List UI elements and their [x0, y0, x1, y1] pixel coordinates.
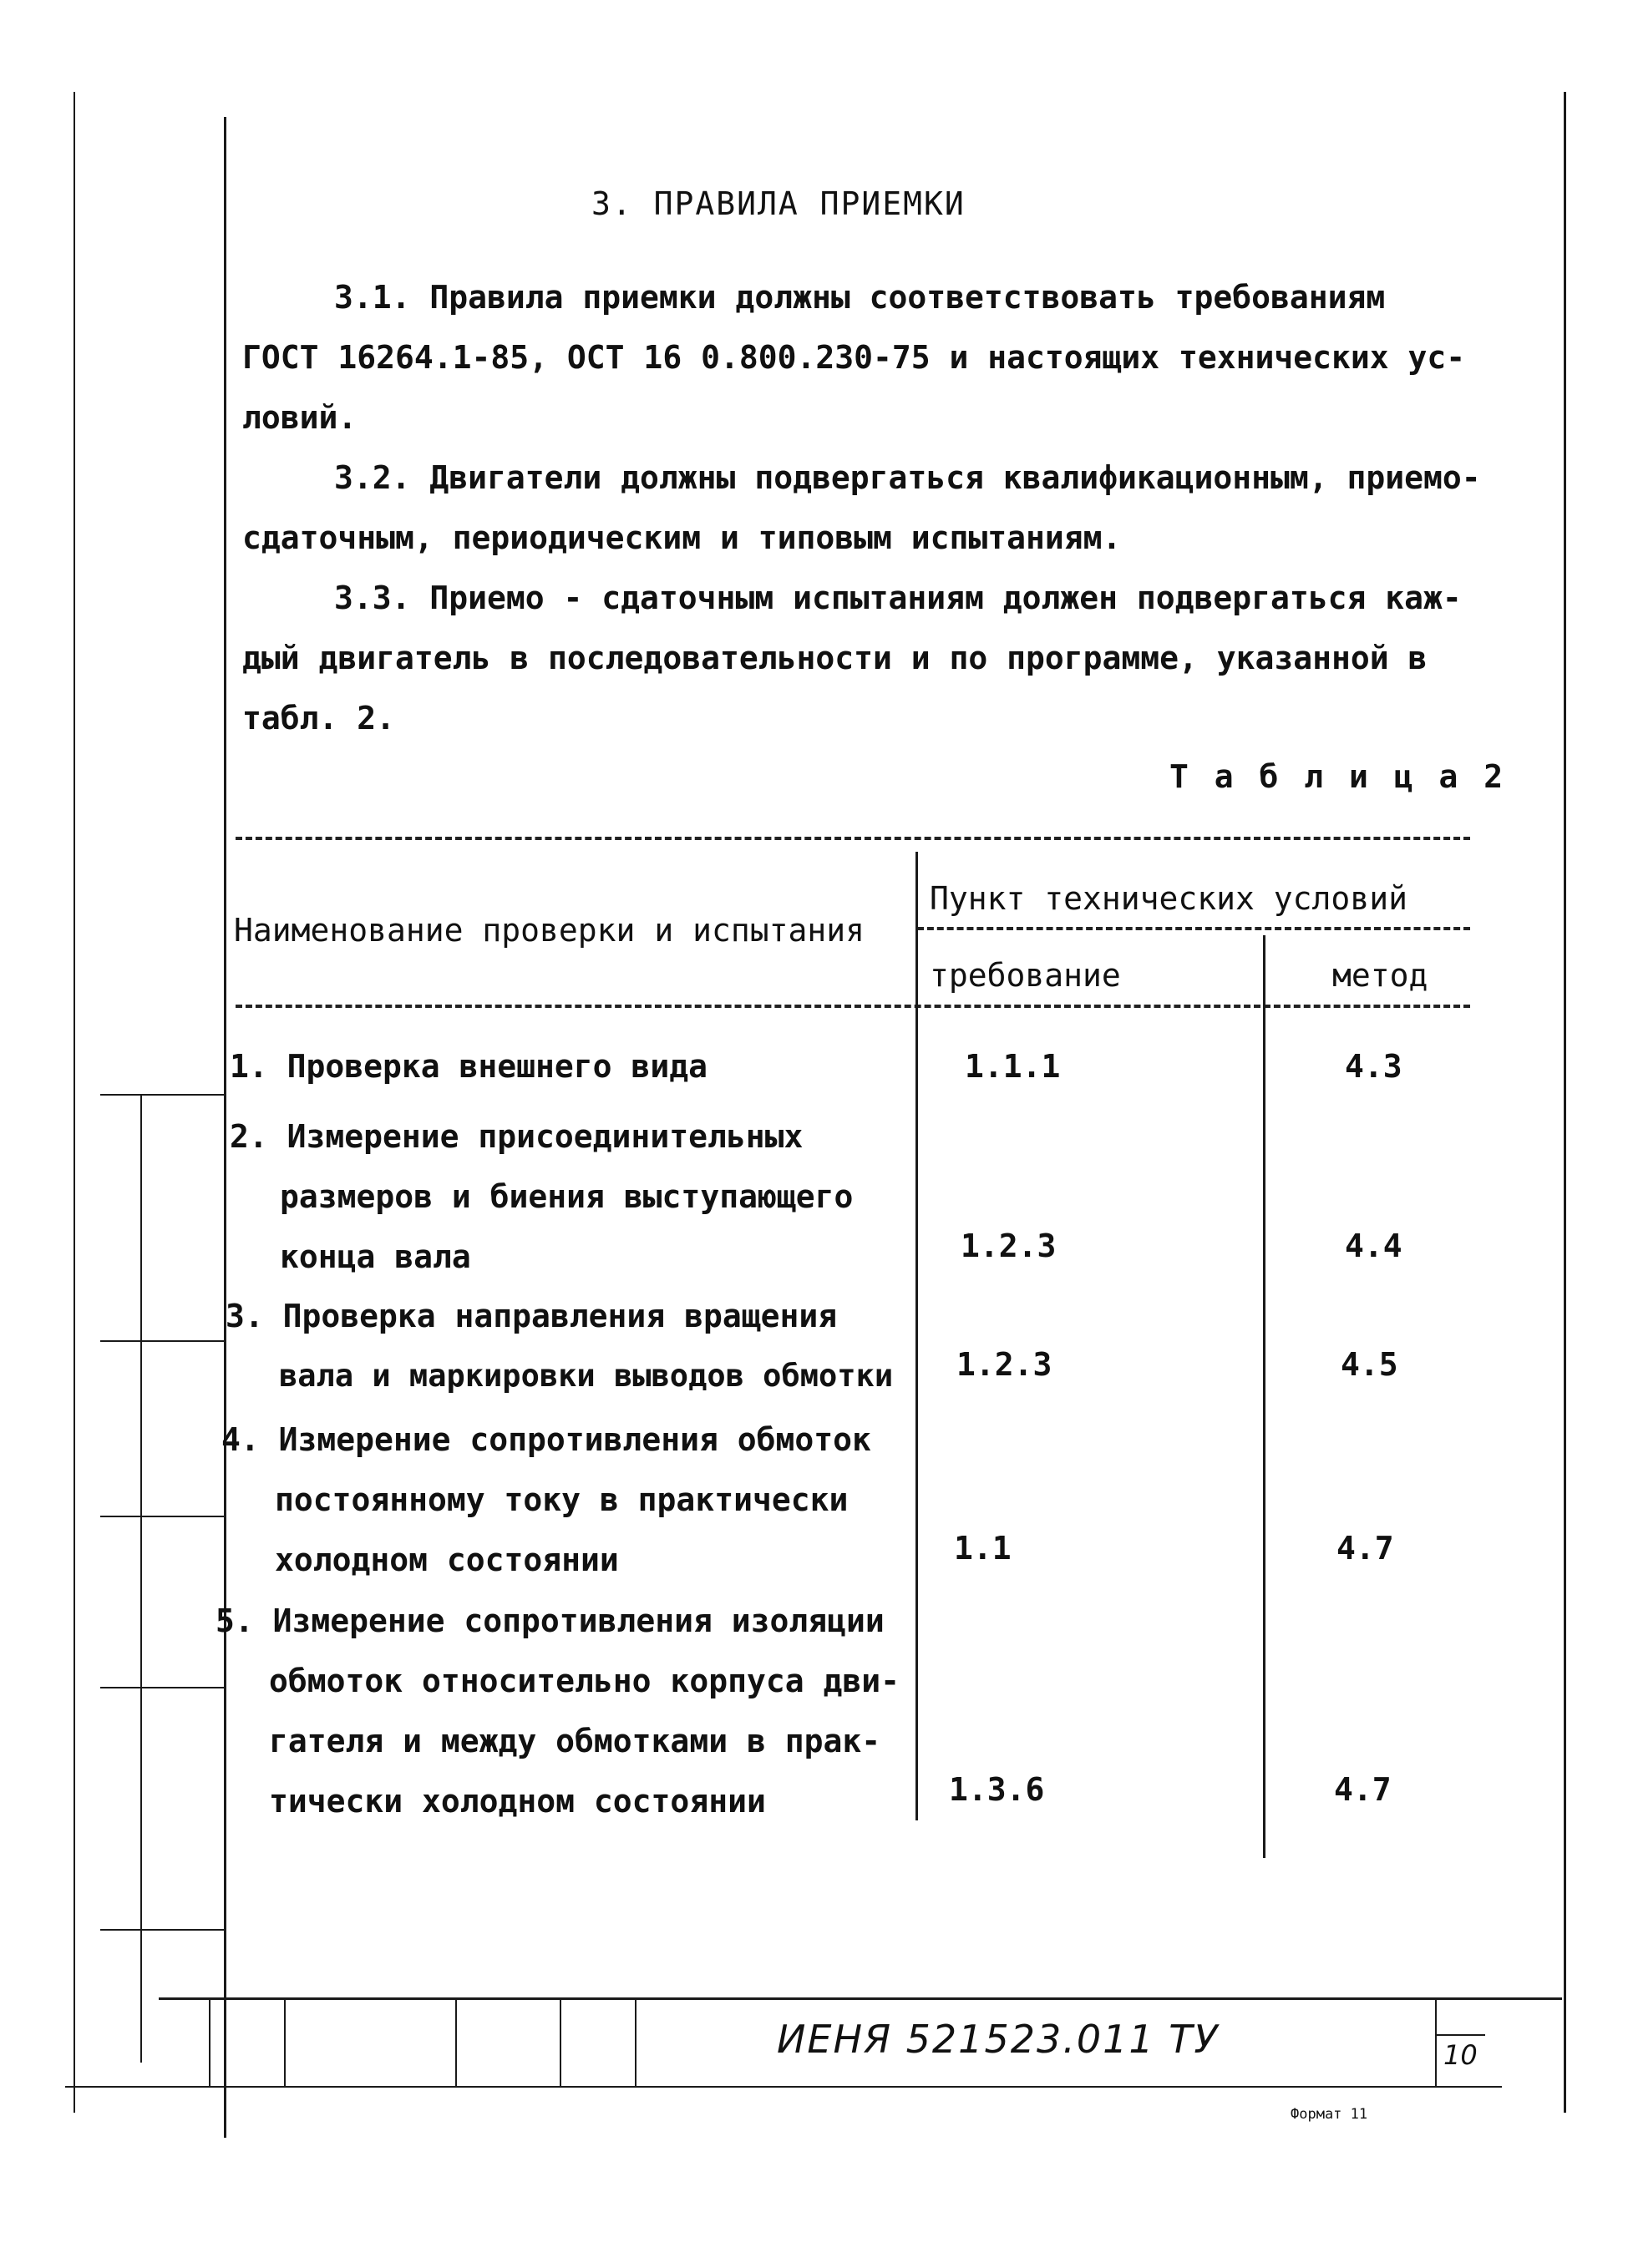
stamp-divider — [100, 1687, 226, 1688]
table-row-3-name — [226, 1286, 893, 1406]
table-row-line: вала и маркировки выводов обмотки — [279, 1358, 894, 1394]
table-header-method: метод — [1332, 957, 1428, 994]
paragraph-line: 3.1. Правила приемки должны соответствовать требованиям — [334, 279, 1386, 316]
footer-bottom-line — [65, 2086, 1502, 2088]
table-row-line: 1. Проверка внешнего вида — [230, 1048, 707, 1085]
table-caption: Т а б л и ц а 2 — [1169, 758, 1507, 795]
table-row-2-req: 1.2.3 — [961, 1228, 1057, 1264]
paragraph-line: 3.3. Приемо - сдаточным испытаниям должен подвергаться каж- — [334, 580, 1462, 616]
frame-right-line — [1564, 92, 1566, 2113]
footer-cell-line — [560, 1997, 561, 2086]
table-col-line — [1263, 935, 1265, 1858]
table-row-3-method: 4.5 — [1341, 1346, 1398, 1383]
table-header-rule — [236, 1005, 1470, 1008]
left-margin-line — [74, 92, 75, 2113]
stamp-divider — [100, 1094, 226, 1096]
table-row-line: обмоток относительно корпуса дви- — [269, 1663, 900, 1699]
frame-left-line — [224, 117, 226, 2138]
footer-cell-line — [284, 1997, 286, 2086]
footer-cell-line — [635, 1997, 636, 2086]
paragraph-line: ловий. — [242, 399, 358, 436]
paragraph-3-1 — [242, 267, 1465, 448]
table-row-line: 2. Измерение присоединительных — [230, 1118, 804, 1155]
paragraph-line: ГОСТ 16264.1-85, ОСТ 16 0.800.230-75 и настоящих технических ус- — [242, 339, 1466, 376]
table-row-1-req: 1.1.1 — [965, 1048, 1061, 1085]
table-row-line: размеров и биения выступающего — [280, 1178, 854, 1215]
table-header-group: Пункт технических условий — [930, 880, 1407, 917]
document-code: ИЕНЯ 521523.011 ТУ — [777, 2017, 1220, 2062]
table-row-2-name — [230, 1106, 853, 1287]
table-col-line — [915, 852, 918, 1820]
stamp-column-line — [140, 1094, 142, 2063]
paragraph-line: табл. 2. — [242, 700, 396, 737]
stamp-divider — [100, 1340, 226, 1342]
table-row-4-name — [221, 1410, 871, 1590]
sheet-cell-divider — [1435, 2034, 1485, 2036]
paragraph-line: дый двигатель в последовательности и по программе, указанной в — [242, 640, 1428, 676]
table-top-rule — [236, 837, 1470, 840]
table-row-line: гателя и между обмотками в прак- — [269, 1723, 881, 1759]
table-header-name: Наименование проверки и испытания — [234, 912, 865, 949]
table-row-line: тически холодном состоянии — [269, 1783, 766, 1820]
footer-cell-line — [1435, 1997, 1437, 2086]
table-row-1-method: 4.3 — [1345, 1048, 1402, 1085]
paragraph-line: 3.2. Двигатели должны подвергаться квалификационным, приемо- — [334, 459, 1481, 496]
format-label: Формат 11 — [1291, 2106, 1368, 2123]
stamp-divider — [100, 1516, 226, 1517]
table-row-line: постоянному току в практически — [275, 1481, 849, 1518]
table-row-line: 5. Измерение сопротивления изоляции — [216, 1602, 885, 1639]
table-row-4-method: 4.7 — [1336, 1530, 1394, 1567]
table-subheader-rule — [917, 927, 1470, 930]
table-row-4-req: 1.1 — [954, 1530, 1012, 1567]
table-row-5-req: 1.3.6 — [949, 1771, 1045, 1808]
footer-cell-line — [455, 1997, 457, 2086]
stamp-divider — [100, 1929, 226, 1931]
footer-cell-line — [209, 1997, 210, 2086]
section-title: 3. ПРАВИЛА ПРИЕМКИ — [591, 185, 966, 222]
table-row-line: 4. Измерение сопротивления обмоток — [221, 1421, 871, 1458]
paragraph-line: сдаточным, периодическим и типовым испытаниям. — [242, 519, 1122, 556]
table-row-line: конца вала — [280, 1238, 471, 1275]
table-row-1-name — [230, 1048, 707, 1085]
table-row-line: холодном состоянии — [275, 1542, 619, 1578]
sheet-number: 10 — [1443, 2039, 1478, 2071]
table-row-5-method: 4.7 — [1334, 1771, 1392, 1808]
table-row-2-method: 4.4 — [1345, 1228, 1402, 1264]
paragraph-3-3 — [242, 568, 1462, 748]
table-header-requirement: требование — [930, 957, 1121, 994]
table-row-line: 3. Проверка направления вращения — [226, 1298, 838, 1334]
footer-top-line — [159, 1997, 1562, 2000]
paragraph-3-2 — [242, 448, 1481, 568]
table-row-3-req: 1.2.3 — [956, 1346, 1052, 1383]
table-row-5-name — [216, 1591, 900, 1831]
